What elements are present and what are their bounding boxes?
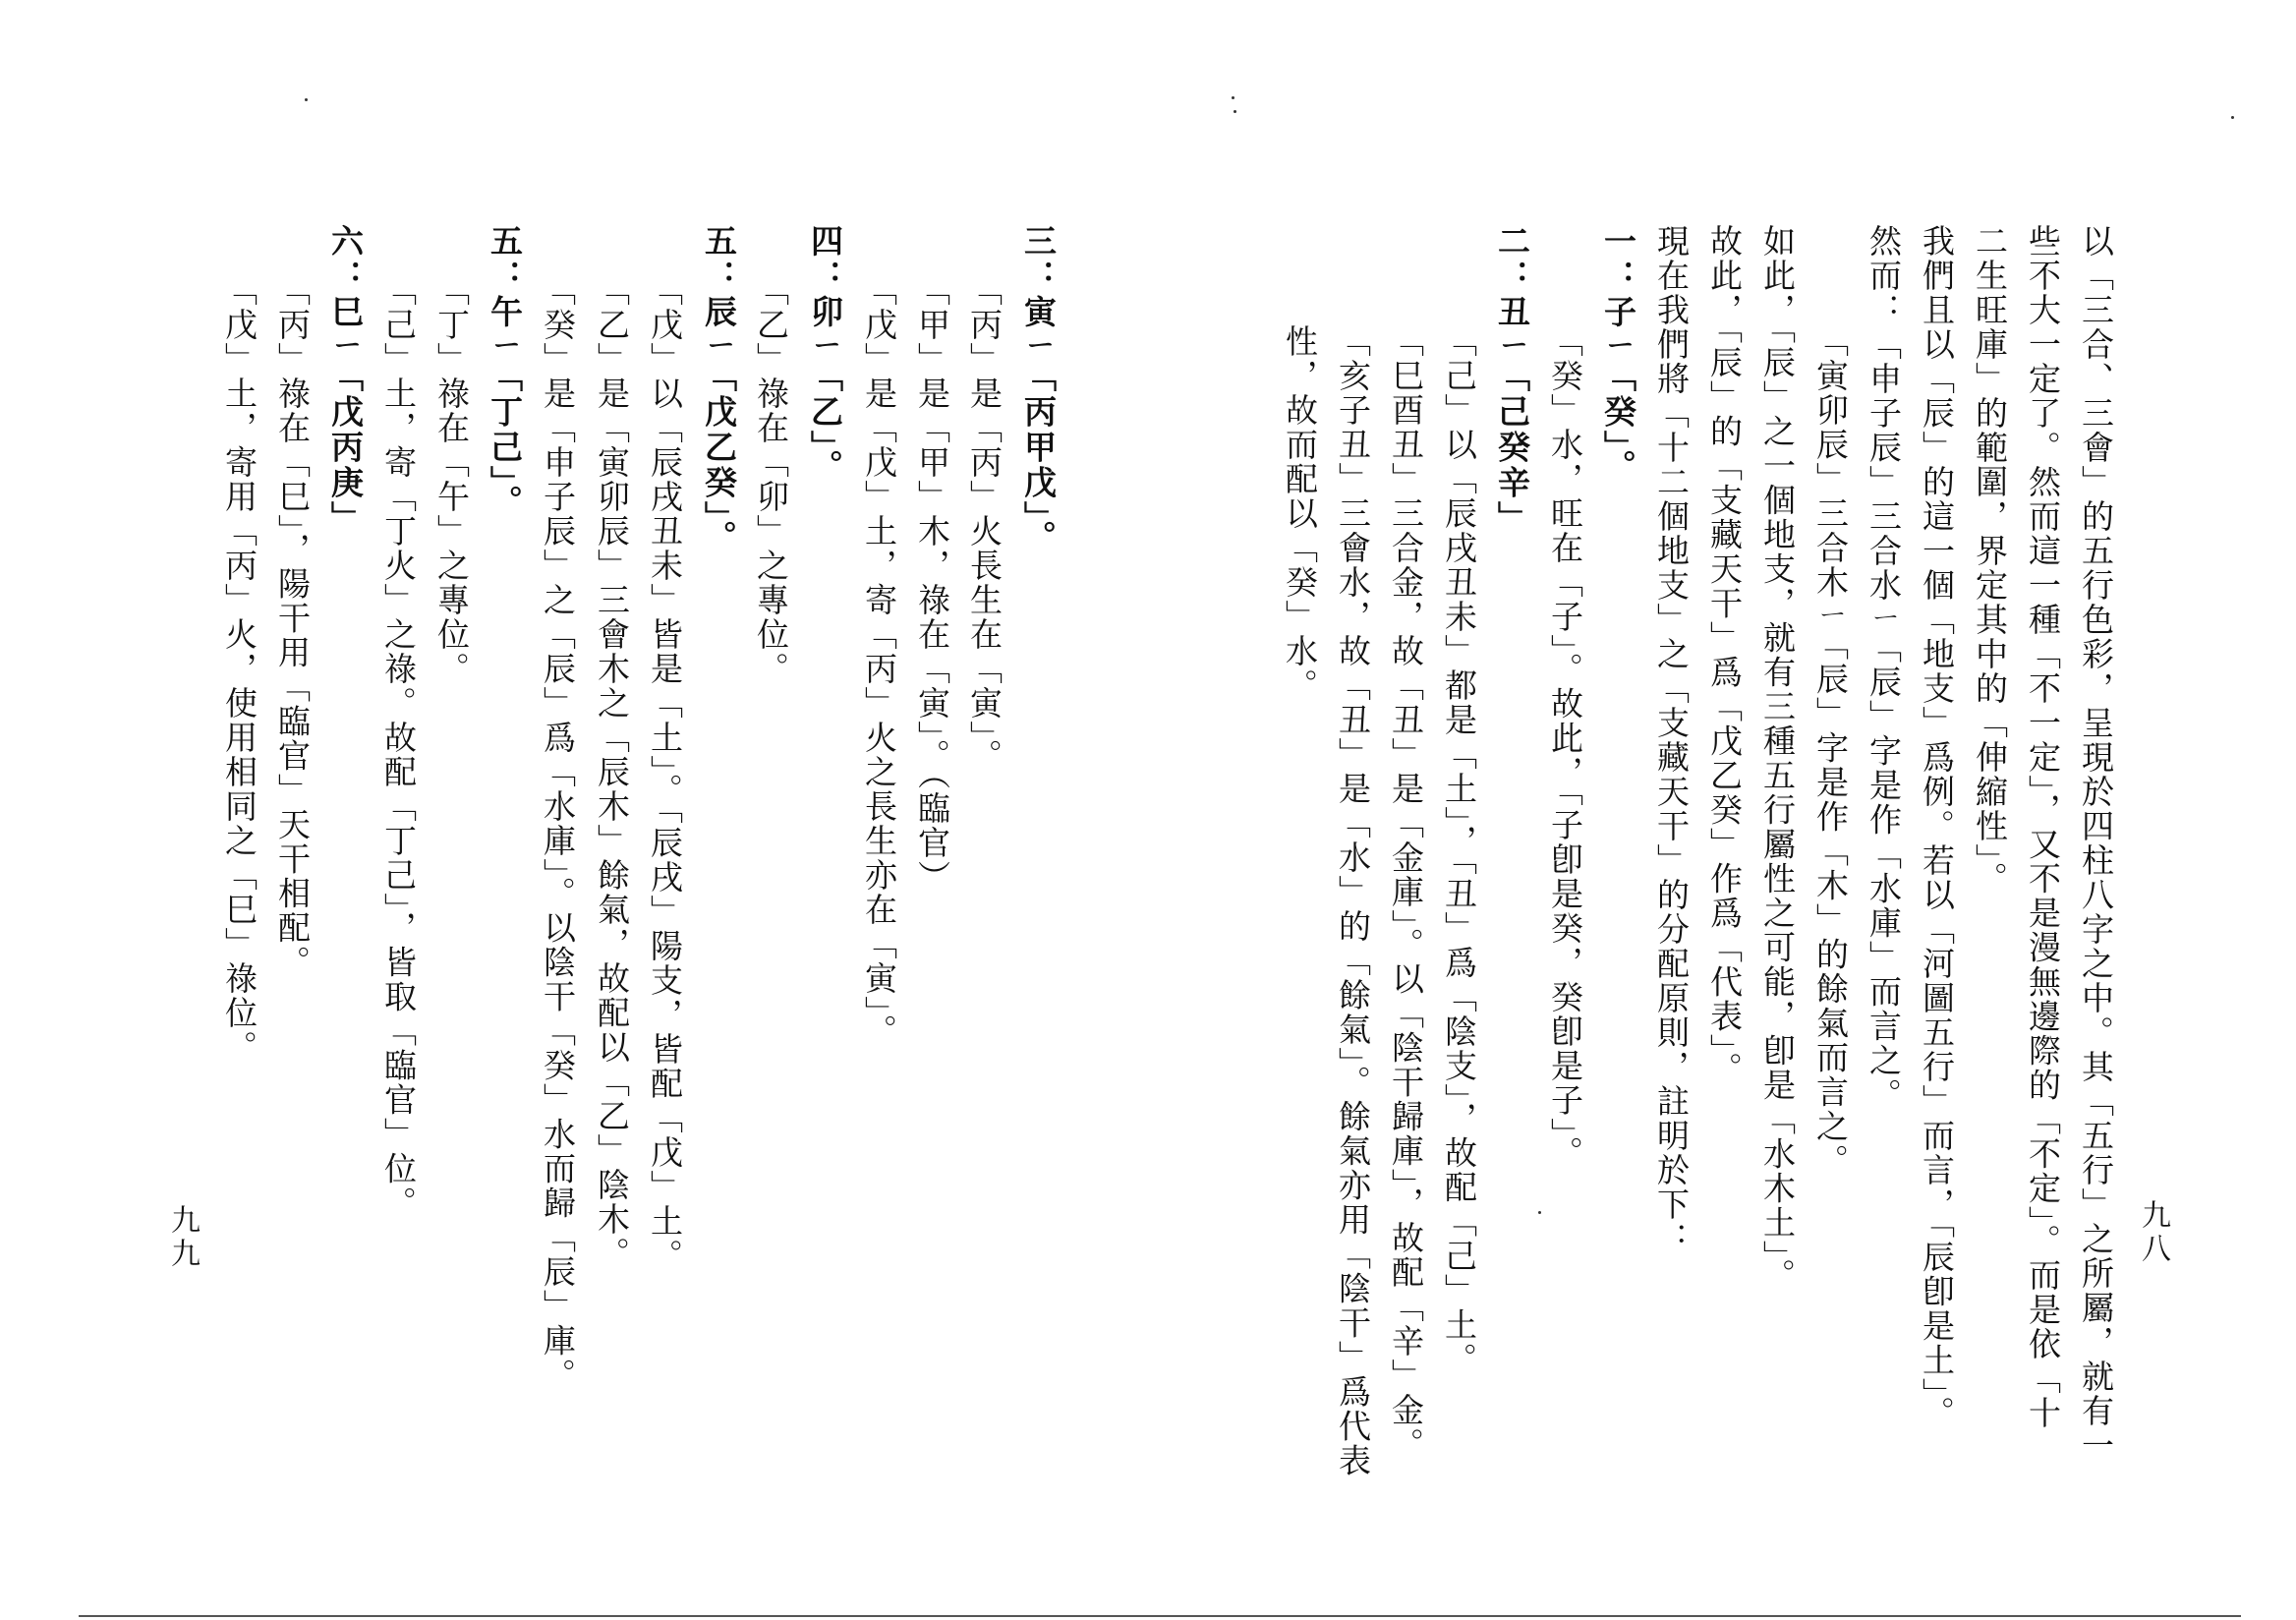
right-col-15: 「亥子丑」三會水，故「丑」是「水」的「餘氣」。餘氣亦用「陰干」爲代表 (1334, 324, 1372, 1478)
right-col-16: 性，故而配以「癸」水。 (1281, 324, 1319, 703)
right-col-14: 「巳酉丑」三合金，故「丑」是「金庫」。以「陰干歸庫」，故配「辛」金。 (1387, 324, 1425, 1462)
left-col-16: 「戊」土，寄用「丙」火，使用相同之「巳」祿位。 (220, 273, 258, 1065)
left-col-05: 四：卯ㄧ「乙」。 (806, 224, 844, 485)
scan-speck (1234, 110, 1236, 113)
right-col-03: 二生旺庫」的範圍，界定其中的「伸縮性」。 (1971, 224, 2009, 897)
right-col-08: 故此，「辰」的「支藏天干」爲「戊乙癸」作爲「代表」。 (1705, 224, 1744, 1086)
left-col-04: 「戊」是「戊」土，寄「丙」火之長生亦在「寅」。 (860, 273, 898, 1049)
bottom-rule (79, 1615, 2241, 1617)
right-col-06: 「寅卯辰」三合木ㄧ「辰」字是作「木」的餘氣而言之。 (1811, 324, 1850, 1179)
right-col-07: 如此，「辰」之一個地支，就有三種五行屬性之可能，卽是「水木土」。 (1758, 224, 1797, 1293)
right-col-02: 些不大一定了。然而這一種「不一定」，又不是漫無邊際的「不定」。而是依「十 (2024, 224, 2062, 1430)
left-col-02: 「丙」是「丙」火長生在「寅」。 (965, 273, 1004, 774)
left-page-number: 九九 (165, 1204, 200, 1271)
left-col-11: 五：午ㄧ「丁己」。 (486, 224, 524, 520)
right-col-05: 然而：「申子辰」三合水ㄧ「辰」字是作「水庫」而言之。 (1865, 224, 1903, 1113)
left-col-01: 三：寅ㄧ「丙甲戊」。 (1019, 224, 1058, 555)
scan-speck (1232, 96, 1234, 99)
right-col-11: 「癸」水，旺在「子」。故此，「子卽是癸，癸卽是子」。 (1546, 324, 1584, 1171)
left-col-06: 「乙」祿在「卯」之專位。 (752, 273, 790, 686)
left-col-13: 「己」土，寄「丁火」之祿。故配「丁己」，皆取「臨官」位。 (379, 273, 418, 1221)
right-col-09: 現在我們將「十二個地支」之「支藏天干」的分配原則，註明於下： (1652, 224, 1691, 1256)
right-col-10: 一：子ㄧ「癸」。 (1599, 224, 1637, 485)
right-page-number: 九八 (2136, 1199, 2170, 1266)
right-page (1148, 0, 2296, 1620)
left-col-15: 「丙」祿在「巳」，陽干用「臨官」天干相配。 (273, 273, 312, 980)
scan-speck (305, 98, 308, 101)
left-col-10: 「癸」是「申子辰」之「辰」爲「水庫」。以陰干「癸」水而歸「辰」庫。 (539, 273, 577, 1393)
left-col-09: 「乙」是「寅卯辰」三會木之「辰木」餘氣，故配以「乙」陰木。 (593, 273, 631, 1271)
left-col-14: 六：巳ㄧ「戊丙庚」 (326, 224, 365, 537)
right-col-04: 我們且以「辰」的這一個「地支」爲例。若以「河圖五行」而言，「辰卽是土」。 (1918, 224, 1956, 1430)
scan-speck (2231, 116, 2234, 119)
left-col-03: 「甲」是「甲」木，祿在「寅」。（臨官） (913, 273, 951, 895)
right-col-13: 「己」以「辰戌丑未」都是「土」，「丑」爲「陰支」，故配「己」土。 (1440, 324, 1478, 1377)
left-col-08: 「戊」以「辰戌丑未」皆是「土」。「辰戌」陽支，皆配「戊」土。 (646, 273, 684, 1273)
left-col-12: 「丁」祿在「午」之專位。 (432, 273, 471, 686)
scan-speck (1538, 1211, 1541, 1214)
left-col-07: 五：辰ㄧ「戊乙癸」。 (700, 224, 738, 555)
right-col-12: 二：丑ㄧ「己癸辛」 (1493, 224, 1531, 537)
right-col-01: 以「三合、三會」的五行色彩，呈現於四柱八字之中。其「五行」之所屬，就有一 (2077, 224, 2115, 1463)
